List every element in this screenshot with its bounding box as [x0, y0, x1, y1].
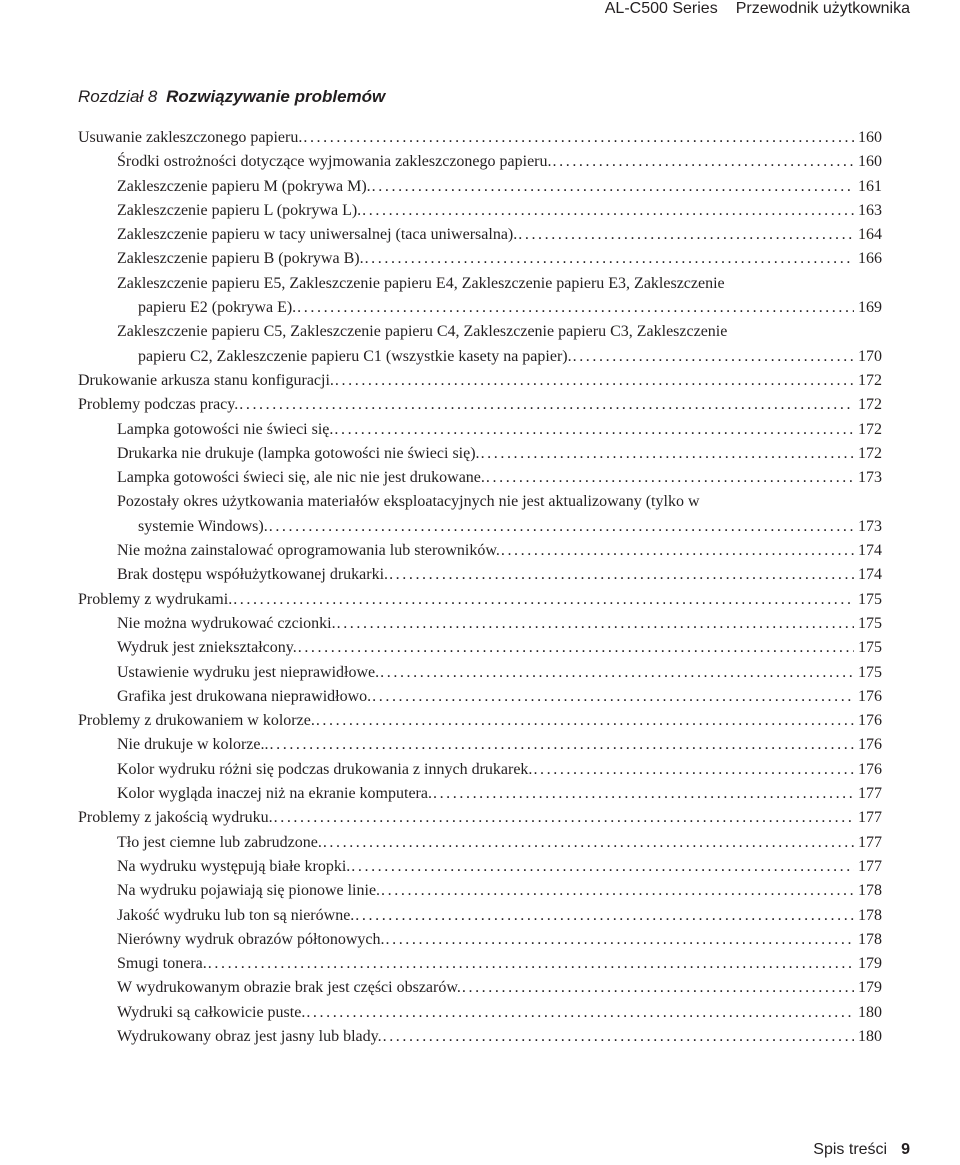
page-header [605, 0, 910, 22]
toc-entry[interactable] [117, 904, 882, 928]
toc-entry[interactable] [117, 952, 882, 976]
toc-page-number: 175 [858, 590, 882, 608]
toc-entry-text: Lampka gotowości nie świeci się. [117, 420, 334, 438]
chapter-label: Rozdział 8 [78, 87, 158, 106]
toc-entry-leader-line [78, 369, 882, 393]
dot-leader [306, 1001, 854, 1025]
toc-entry-leader-line [117, 296, 882, 320]
dot-leader [380, 661, 854, 685]
toc-entry-text: Problemy podczas pracy. [78, 396, 239, 414]
toc-entry-text: systemie Windows). [138, 517, 268, 535]
toc-page-number: 178 [858, 882, 882, 900]
toc-entry-leader-line [117, 1001, 882, 1025]
toc-entry[interactable] [78, 806, 882, 830]
toc-entry-text: Drukarka nie drukuje (lampka gotowości nie świeci się). [117, 444, 480, 462]
toc-page-number: 160 [858, 129, 882, 146]
toc-entry-text: Pozostały okres użytkowania materiałów eksploatacyjnych nie jest aktualizowany (tylko w [117, 493, 700, 511]
dot-leader [383, 1025, 854, 1049]
toc-entry[interactable] [117, 175, 882, 199]
toc-page-number: 178 [858, 906, 882, 924]
toc-entry-text: Na wydruku występują białe kropki. [117, 857, 351, 875]
toc-entry-leader-line [117, 175, 882, 199]
toc-entry-leader-line [117, 976, 882, 1000]
toc-entry-text: Smugi tonera. [117, 955, 207, 973]
toc-entry-leader-line [117, 952, 882, 976]
toc-entry-leader-line [78, 709, 882, 733]
toc-entry-leader-line [117, 612, 882, 636]
toc-entry[interactable] [117, 199, 882, 223]
toc-entry-leader-line [117, 442, 882, 466]
toc-entry-text: Zakleszczenie papieru B (pokrywa B). [117, 250, 364, 268]
table-of-contents [0, 126, 960, 1049]
toc-page-number: 176 [858, 687, 882, 705]
toc-entry[interactable] [117, 1001, 882, 1025]
toc-entry[interactable] [117, 466, 882, 490]
toc-entry-text: Usuwanie zakleszczonego papieru. [78, 129, 303, 146]
toc-entry-text: Na wydruku pojawiają się pionowe linie. [117, 882, 381, 900]
toc-entry-text: W wydrukowanym obrazie brak jest części obszarów. [117, 979, 461, 997]
toc-page-number: 175 [858, 639, 882, 657]
toc-entry[interactable] [78, 126, 882, 150]
dot-leader [355, 904, 854, 928]
toc-page-number: 176 [858, 712, 882, 730]
toc-page-number: 160 [858, 153, 882, 171]
toc-entry[interactable] [117, 320, 882, 369]
toc-page-number: 163 [858, 201, 882, 219]
dot-leader [433, 782, 854, 806]
toc-page-number: 173 [858, 517, 882, 535]
dot-leader [335, 369, 854, 393]
toc-entry-leader-line [117, 539, 882, 563]
toc-entry[interactable] [117, 685, 882, 709]
toc-entry[interactable] [117, 272, 882, 321]
toc-entry-leader-line [117, 1025, 882, 1049]
toc-entry[interactable] [117, 223, 882, 247]
toc-entry[interactable] [78, 369, 882, 393]
dot-leader [269, 515, 854, 539]
dot-leader [239, 393, 854, 417]
toc-entry[interactable] [117, 733, 882, 757]
toc-entry-text: Lampka gotowości świeci się, ale nic nie jest drukowane. [117, 469, 485, 487]
dot-leader [274, 806, 854, 830]
toc-entry[interactable] [117, 879, 882, 903]
toc-page-number: 172 [858, 396, 882, 414]
dot-leader [518, 223, 854, 247]
toc-entry-text: Zakleszczenie papieru C5, Zakleszczenie papieru C4, Zakleszczenie papieru C3, Zakleszczenie [117, 323, 728, 341]
toc-entry-text: Kolor wydruku różni się podczas drukowania z innych drukarek. [117, 760, 533, 778]
toc-page-number: 172 [858, 420, 882, 438]
toc-entry[interactable] [117, 247, 882, 271]
toc-entry-leader-line [117, 515, 882, 539]
toc-entry-text: Problemy z drukowaniem w kolorze. [78, 712, 315, 730]
toc-page-number: 180 [858, 1003, 882, 1021]
toc-page-number: 177 [858, 833, 882, 851]
toc-page-number: 174 [858, 566, 882, 584]
toc-entry-leader-line [117, 418, 882, 442]
toc-entry-leader-line [78, 126, 882, 150]
toc-entry-text: Wydrukowany obraz jest jasny lub blady. [117, 1027, 382, 1045]
chapter-heading [78, 87, 385, 107]
toc-entry-text: Problemy z wydrukami. [78, 590, 233, 608]
toc-entry-leader-line [117, 758, 882, 782]
toc-entry[interactable] [117, 563, 882, 587]
header-product: AL-C500 Series [604, 0, 718, 17]
chapter-title: Rozwiązywanie problemów [166, 87, 386, 106]
toc-entry[interactable] [117, 150, 882, 174]
toc-page-number: 172 [858, 371, 882, 389]
dot-leader [337, 612, 854, 636]
dot-leader [334, 418, 854, 442]
toc-entry-leader-line [117, 223, 882, 247]
dot-leader [533, 758, 854, 782]
toc-entry-text: Zakleszczenie papieru w tacy uniwersalnej (taca uniwersalna). [117, 226, 518, 244]
toc-entry-text: Nierówny wydruk obrazów półtonowych. [117, 930, 385, 948]
toc-entry-leader-line [117, 150, 882, 174]
toc-entry-leader-line [117, 247, 882, 271]
toc-entry[interactable] [117, 1025, 882, 1049]
dot-leader [372, 685, 854, 709]
dot-leader [386, 928, 855, 952]
toc-entry-text: Kolor wygląda inaczej niż na ekranie komputera. [117, 785, 432, 803]
dot-leader [365, 247, 854, 271]
dot-leader [389, 563, 854, 587]
toc-entry-leader-line [117, 904, 882, 928]
toc-entry[interactable] [117, 418, 882, 442]
dot-leader [270, 733, 854, 757]
toc-entry-text: Środki ostrożności dotyczące wyjmowania zakleszczonego papieru. [117, 153, 552, 171]
toc-page-number: 169 [858, 299, 882, 317]
toc-page-number: 161 [858, 177, 882, 195]
toc-entry[interactable] [117, 855, 882, 879]
dot-leader [501, 539, 854, 563]
dot-leader [351, 855, 854, 879]
toc-entry[interactable] [117, 661, 882, 685]
toc-entry[interactable] [78, 709, 882, 733]
toc-entry-text: Nie drukuje w kolorze.. [117, 736, 269, 754]
toc-entry[interactable] [117, 490, 882, 539]
toc-entry-text: Problemy z jakością wydruku. [78, 809, 273, 827]
toc-entry-leader-line [117, 661, 882, 685]
toc-entry-leader-line [117, 199, 882, 223]
dot-leader [553, 150, 854, 174]
toc-entry-text: Nie można wydrukować czcionki. [117, 614, 336, 632]
toc-page-number: 170 [858, 347, 882, 365]
toc-page-number: 180 [858, 1027, 882, 1045]
toc-page-number: 173 [858, 469, 882, 487]
header-guide-title: Przewodnik użytkownika [735, 0, 910, 17]
toc-entry-text: Jakość wydruku lub ton są nierówne. [117, 906, 355, 924]
dot-leader [316, 709, 854, 733]
toc-entry[interactable] [117, 612, 882, 636]
toc-entry-leader-line [117, 782, 882, 806]
toc-page-number: 164 [858, 226, 882, 244]
toc-entry-leader-line [117, 855, 882, 879]
toc-entry-leader-line [117, 563, 882, 587]
toc-entry-text: papieru E2 (pokrywa E). [138, 299, 297, 317]
toc-entry-leader-line [117, 636, 882, 660]
toc-page-number: 176 [858, 760, 882, 778]
dot-leader [323, 831, 854, 855]
footer-label: Spis treści [813, 1141, 888, 1158]
toc-page-number: 179 [858, 955, 882, 973]
toc-page-number: 177 [858, 857, 882, 875]
dot-leader [208, 952, 854, 976]
toc-entry[interactable] [117, 758, 882, 782]
dot-leader [297, 296, 854, 320]
toc-entry-leader-line [117, 733, 882, 757]
toc-page-number: 177 [858, 809, 882, 827]
toc-entry-leader-line [117, 345, 882, 369]
toc-entry-text: Nie można zainstalować oprogramowania lub sterowników. [117, 542, 500, 560]
toc-entry[interactable] [117, 636, 882, 660]
toc-entry[interactable] [78, 393, 882, 417]
toc-page-number: 166 [858, 250, 882, 268]
footer-page-number: 9 [901, 1141, 910, 1158]
toc-page-number: 172 [858, 444, 882, 462]
dot-leader [573, 345, 854, 369]
toc-entry-leader-line [117, 466, 882, 490]
toc-entry[interactable] [117, 928, 882, 952]
toc-entry-text: papieru C2, Zakleszczenie papieru C1 (wszystkie kasety na papier). [138, 347, 572, 365]
toc-entry[interactable] [117, 831, 882, 855]
dot-leader [372, 175, 854, 199]
toc-entry-leader-line [78, 806, 882, 830]
toc-entry-leader-line [117, 879, 882, 903]
toc-page-number: 174 [858, 542, 882, 560]
page-footer [813, 1141, 910, 1159]
toc-page-number: 176 [858, 736, 882, 754]
toc-entry-text: Wydruk jest zniekształcony. [117, 639, 297, 657]
toc-entry-leader-line [117, 685, 882, 709]
toc-page-number: 175 [858, 614, 882, 632]
toc-entry-leader-line [78, 588, 882, 612]
toc-entry-leader-line [78, 393, 882, 417]
toc-entry-text: Drukowanie arkusza stanu konfiguracji. [78, 371, 334, 389]
toc-entry-text: Brak dostępu współużytkowanej drukarki. [117, 566, 389, 584]
toc-entry[interactable] [117, 442, 882, 466]
toc-entry[interactable] [117, 782, 882, 806]
dot-leader [298, 636, 854, 660]
toc-entry-leader-line [117, 831, 882, 855]
dot-leader [462, 976, 854, 1000]
toc-entry-text: Zakleszczenie papieru M (pokrywa M). [117, 177, 371, 195]
toc-entry-text: Tło jest ciemne lub zabrudzone. [117, 833, 322, 851]
toc-entry[interactable] [117, 539, 882, 563]
toc-entry[interactable] [78, 588, 882, 612]
toc-entry-text: Ustawienie wydruku jest nieprawidłowe. [117, 663, 380, 681]
toc-page-number: 179 [858, 979, 882, 997]
dot-leader [233, 588, 854, 612]
toc-entry[interactable] [117, 976, 882, 1000]
dot-leader [362, 199, 854, 223]
toc-page-number: 177 [858, 785, 882, 803]
toc-entry-text: Wydruki są całkowicie puste. [117, 1003, 306, 1021]
toc-entry-text: Grafika jest drukowana nieprawidłowo. [117, 687, 372, 705]
toc-entry-leader-line [117, 928, 882, 952]
dot-leader [486, 466, 854, 490]
toc-entry-text: Zakleszczenie papieru E5, Zakleszczenie papieru E4, Zakleszczenie papieru E3, Zakleszczenie [117, 274, 725, 292]
dot-leader [303, 126, 854, 150]
dot-leader [381, 879, 854, 903]
toc-entry-text: Zakleszczenie papieru L (pokrywa L). [117, 201, 362, 219]
toc-page-number: 175 [858, 663, 882, 681]
dot-leader [481, 442, 854, 466]
toc-page-number: 178 [858, 930, 882, 948]
